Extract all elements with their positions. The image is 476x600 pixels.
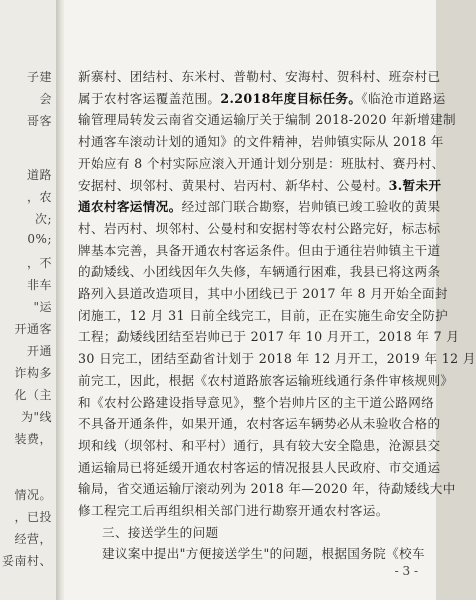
text-line	[78, 287, 448, 301]
text-run: 开始应有 8 个村实际应滚入开通计划分别是：班肽村、赛丹村、	[78, 155, 445, 171]
previous-page-fragment: 为"线	[20, 410, 52, 424]
text-run: 属于农村客运覆盖范围。	[78, 90, 221, 106]
text-run: 修工程完工后再组织相关部门进行勘察开通农村客运。	[78, 503, 389, 518]
text-run: 输局，省交通运输厅滚动列为 2018 年—2020 年，待勐矮线大中	[78, 481, 456, 497]
text-line	[78, 92, 446, 106]
text-line	[78, 374, 453, 388]
text-run: 坝和线（坝邻村、和平村）通行，具有较大安全隐患，沧源县交	[78, 437, 441, 453]
text-line	[102, 526, 219, 540]
text-run: 30 日完工，团结至勐省计划于 2018 年 12 月开工，2019 年 12 月	[78, 351, 476, 367]
text-run: 路列入县道改造项目，其中小团线已于 2017 年 8 月开始全面封	[78, 286, 448, 301]
text-line	[78, 396, 434, 410]
text-run: 安据村、坝邻村、黄果村、岩丙村、新华村、公曼村。	[78, 177, 389, 193]
text-run: 不具备开通条件，如果开通，农村客运车辆势必从未验收合格的	[78, 416, 441, 432]
text-run: 前完工，因此，根据《农村道路旅客运输班线通行条件审核规则》	[78, 372, 454, 388]
text-line	[78, 222, 440, 236]
text-run: 建议案中提出"方便接送学生"的问题，根据国务院《校车	[102, 546, 425, 562]
text-line	[78, 417, 440, 431]
previous-page-fragment: 诈构多	[14, 366, 52, 380]
text-line	[78, 309, 448, 323]
previous-page-fragment: ，不	[26, 256, 52, 270]
previous-page-fragment: 子建	[26, 70, 52, 84]
text-run: 闭施工，12 月 31 日前全线完工，目前，正在实施生命安全防护	[78, 307, 449, 323]
text-run: 村通客车滚动计划的通知》的文件精神，岩帅镇实际从 2018 年	[78, 134, 444, 150]
previous-page-fragment: "运	[33, 300, 52, 314]
text-run: 牌基本完善，具备开通农村客运条件。但由于通往岩帅镇主干道	[78, 242, 441, 258]
bold-run: 2.2018年度目标任务。	[220, 90, 362, 106]
previous-page-fragment: 0%;	[27, 232, 52, 246]
page-number: - 3 -	[394, 564, 418, 578]
text-line	[78, 179, 441, 193]
previous-page-fragment: ，农	[26, 190, 52, 204]
previous-page-fragment: 装费，	[14, 432, 52, 446]
text-run: 村、岩丙村、坝邻村、公曼村和安据村等农村公路完好，标志标	[78, 220, 441, 236]
text-line	[78, 200, 440, 214]
bold-run: 通农村客运情况。	[78, 199, 182, 215]
previous-page-fragment: 道路	[26, 168, 52, 182]
text-line	[78, 461, 440, 475]
text-run: 工程；勐矮线团结至岩帅已于 2017 年 10 月开工，2018 年 7 月	[78, 329, 460, 345]
previous-page-fragment: 情况。	[14, 488, 52, 502]
text-line	[102, 547, 425, 561]
text-run: 和《农村公路建设指导意见》，整个岩帅片区的主干道公路网络	[78, 394, 435, 410]
section-heading: 三、接送学生的问题	[102, 524, 219, 540]
text-line	[78, 439, 440, 453]
previous-page-fragment: 哥客	[26, 114, 52, 128]
text-line	[78, 482, 456, 496]
previous-page-fragment: ，已投	[14, 510, 52, 524]
previous-page-fragment: 开通	[26, 344, 52, 358]
previous-page-fragment: 经营，	[14, 532, 52, 546]
previous-page-fragment: 次;	[34, 212, 52, 226]
previous-page-fragment: 妥南村、	[1, 554, 52, 568]
bold-run: 3.暂未开	[388, 177, 442, 193]
text-run: 输管理局转发云南省交通运输厅关于编制 2018-2020 年新增建制	[78, 112, 456, 128]
previous-page-edge	[0, 0, 58, 600]
text-run: 经过部门联合勘察，岩帅镇已竣工验收的黄果	[181, 199, 441, 215]
text-run: 新寨村、团结村、东米村、普勒村、安海村、贺科村、班奈村已	[78, 69, 441, 84]
text-line	[78, 352, 476, 366]
text-run: 《临沧市道路运	[361, 90, 446, 106]
previous-page-fragment: 化（主	[14, 388, 52, 402]
text-line	[78, 113, 456, 127]
text-run: 的勐矮线、小团线因年久失修，车辆通行困难，我县已将这两条	[78, 264, 441, 280]
text-line	[78, 157, 445, 171]
text-line	[78, 135, 444, 149]
previous-page-fragment: 会	[39, 92, 52, 106]
text-line	[78, 504, 389, 518]
document-page	[64, 0, 476, 600]
text-run: 通运输局已将延缓开通农村客运的情况报县人民政府、市交通运	[78, 459, 441, 475]
text-line	[78, 330, 459, 344]
previous-page-fragment: 非车	[26, 278, 52, 292]
text-line	[78, 70, 440, 84]
text-line	[78, 244, 440, 258]
text-line	[78, 265, 440, 279]
previous-page-fragment: 开通客	[14, 322, 52, 336]
